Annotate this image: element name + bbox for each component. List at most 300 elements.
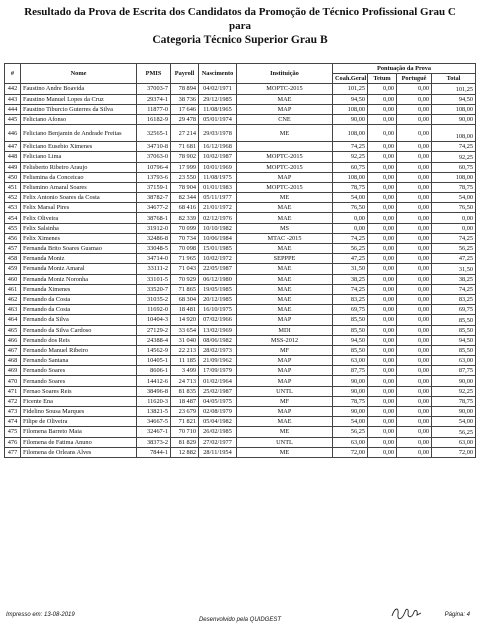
cell-coah-geral: 90,00 [333,114,368,124]
cell-pmis: 37063-0 [137,152,171,162]
cell-payroll: 70 710 [171,427,199,437]
cell-num: 450 [5,172,21,182]
table-row [5,325,476,335]
cell-payroll: 12 882 [171,447,199,457]
cell-portugues: 0,00 [397,172,432,182]
cell-nascimento: 16/10/1975 [199,305,237,315]
cell-tetum: 0,00 [368,172,397,182]
table-row [5,223,476,233]
cell-portugues: 0,00 [397,125,432,142]
cell-coah-geral: 90,00 [333,376,368,386]
cell-coah-geral: 85,50 [333,345,368,355]
cell-payroll: 68 304 [171,294,199,304]
cell-payroll: 3 499 [171,366,199,376]
cell-total: 74,25 [432,233,476,243]
cell-total: 63,00 [432,437,476,447]
cell-payroll: 70 098 [171,244,199,254]
cell-payroll: 70 734 [171,233,199,243]
cell-num: 475 [5,427,21,437]
col-header-coah-geral: Coah.Geral [333,74,368,84]
cell-portugues: 0,00 [397,356,432,366]
table-row [5,396,476,406]
cell-portugues: 0,00 [397,437,432,447]
cell-num: 462 [5,294,21,304]
cell-payroll: 78 902 [171,152,199,162]
cell-nome: Filomena Barreto Maia [21,427,137,437]
cell-nascimento: 15/01/1985 [199,244,237,254]
cell-coah-geral: 85,50 [333,325,368,335]
cell-payroll: 71 043 [171,264,199,274]
cell-coah-geral: 31,50 [333,264,368,274]
table-row [5,84,476,94]
cell-portugues: 0,00 [397,114,432,124]
cell-payroll: 70 099 [171,223,199,233]
cell-total: 47,25 [432,254,476,264]
cell-nascimento: 28/11/1954 [199,447,237,457]
cell-tetum: 0,00 [368,162,397,172]
table-row [5,94,476,104]
document-subtitle: Categoria Técnico Superior Grau B [152,34,328,46]
cell-total: 78,75 [432,182,476,192]
cell-nascimento: 05/04/1982 [199,417,237,427]
cell-nome: Fernando da Costa [21,305,137,315]
cell-payroll: 22 213 [171,345,199,355]
cell-instituicao: MAP [237,407,333,417]
cell-nascimento: 05/11/1977 [199,193,237,203]
cell-tetum: 0,00 [368,335,397,345]
cell-nome: Feliciano Eusebio Ximenes [21,142,137,152]
cell-tetum: 0,00 [368,417,397,427]
cell-instituicao: SEPPPE [237,254,333,264]
cell-tetum: 0,00 [368,294,397,304]
cell-nascimento: 10/02/1972 [199,254,237,264]
cell-num: 473 [5,407,21,417]
cell-nascimento: 21/09/1962 [199,356,237,366]
cell-pmis: 33111-2 [137,264,171,274]
cell-total: 92,25 [432,152,476,162]
cell-nascimento: 29/12/1985 [199,94,237,104]
cell-nome: Filomena de Fatima Anuno [21,437,137,447]
cell-instituicao: MAP [237,315,333,325]
table-row [5,294,476,304]
cell-nascimento: 21/01/1972 [199,203,237,213]
cell-coah-geral: 74,25 [333,284,368,294]
cell-nome: Feliciano Afonso [21,114,137,124]
cell-nascimento: 01/01/1983 [199,182,237,192]
cell-total: 72,00 [432,447,476,457]
cell-payroll: 27 214 [171,125,199,142]
cell-pmis: 38768-1 [137,213,171,223]
col-header-portugues: Portuguê [397,74,432,84]
cell-nascimento: 26/02/1985 [199,427,237,437]
cell-total: 76,50 [432,203,476,213]
cell-payroll: 78 904 [171,182,199,192]
cell-tetum: 0,00 [368,84,397,94]
cell-total: 108,00 [432,172,476,182]
cell-coah-geral: 74,25 [333,233,368,243]
cell-total: 38,25 [432,274,476,284]
cell-portugues: 0,00 [397,142,432,152]
table-row [5,233,476,243]
cell-nascimento: 11/08/1965 [199,104,237,114]
cell-coah-geral: 90,00 [333,407,368,417]
cell-num: 442 [5,84,21,94]
cell-total: 69,75 [432,305,476,315]
cell-nome: Filipe de Oliveira [21,417,137,427]
table-row [5,213,476,223]
cell-nome: Fernanda Moniz Noronha [21,274,137,284]
cell-nome: Faustino Tiburcio Guterres da Silva [21,104,137,114]
cell-nascimento: 08/06/1982 [199,335,237,345]
cell-instituicao: UNTL [237,437,333,447]
cell-coah-geral: 56,25 [333,427,368,437]
cell-nascimento: 07/02/1966 [199,315,237,325]
cell-payroll: 71 865 [171,284,199,294]
cell-payroll: 81 829 [171,437,199,447]
cell-pmis: 38496-8 [137,386,171,396]
cell-pmis: 14412-6 [137,376,171,386]
cell-nascimento: 29/03/1978 [199,125,237,142]
table-row [5,376,476,386]
cell-instituicao: MOPTC-2015 [237,182,333,192]
cell-pmis: 38373-2 [137,437,171,447]
table-row [5,407,476,417]
cell-payroll: 82 344 [171,193,199,203]
cell-payroll: 70 929 [171,274,199,284]
cell-instituicao [237,142,333,152]
table-row [5,386,476,396]
cell-coah-geral: 78,75 [333,396,368,406]
page-number: Página: 4 [444,612,470,618]
cell-total: 108,00 [432,125,476,142]
cell-tetum: 0,00 [368,386,397,396]
cell-nome: Fernando da Silva [21,315,137,325]
col-header-nascimento: Nascimento [199,64,237,84]
cell-instituicao: MAE [237,417,333,427]
cell-payroll: 33 654 [171,325,199,335]
cell-tetum: 0,00 [368,315,397,325]
cell-coah-geral: 108,00 [333,104,368,114]
cell-tetum: 0,00 [368,94,397,104]
cell-instituicao: MS [237,223,333,233]
cell-num: 461 [5,284,21,294]
cell-total: 85,50 [432,325,476,335]
cell-instituicao: MAE [237,203,333,213]
cell-instituicao: MAE [237,294,333,304]
col-header-payroll: Payroll [171,64,199,84]
cell-portugues: 0,00 [397,254,432,264]
cell-coah-geral: 101,25 [333,84,368,94]
table-row [5,125,476,142]
cell-tetum: 0,00 [368,356,397,366]
cell-nascimento: 04/02/1971 [199,84,237,94]
cell-pmis: 29374-1 [137,94,171,104]
table-row [5,427,476,437]
cell-tetum: 0,00 [368,305,397,315]
cell-tetum: 0,00 [368,233,397,243]
cell-total: 56,25 [432,244,476,254]
cell-portugues: 0,00 [397,315,432,325]
cell-instituicao: MAE [237,94,333,104]
cell-num: 476 [5,437,21,447]
cell-payroll: 17 646 [171,104,199,114]
cell-nome: Fernanda Ximenes [21,284,137,294]
cell-tetum: 0,00 [368,264,397,274]
cell-tetum: 0,00 [368,274,397,284]
cell-pmis: 10404-3 [137,315,171,325]
cell-payroll: 82 339 [171,213,199,223]
cell-tetum: 0,00 [368,125,397,142]
cell-instituicao: MAP [237,356,333,366]
cell-coah-geral: 87,75 [333,366,368,376]
cell-portugues: 0,00 [397,182,432,192]
cell-nascimento: 22/05/1987 [199,264,237,274]
cell-instituicao: MOPTC-2015 [237,84,333,94]
cell-coah-geral: 92,25 [333,152,368,162]
cell-tetum: 0,00 [368,213,397,223]
cell-nascimento: 02/12/1976 [199,213,237,223]
table-row [5,182,476,192]
table-row [5,172,476,182]
cell-instituicao: ME [237,125,333,142]
cell-nome: Fernando da Costa [21,294,137,304]
table-row [5,264,476,274]
cell-tetum: 0,00 [368,345,397,355]
cell-instituicao: MAE [237,264,333,274]
cell-payroll: 23 679 [171,407,199,417]
cell-num: 477 [5,447,21,457]
cell-total: 74,25 [432,284,476,294]
cell-instituicao: MF [237,345,333,355]
cell-pmis: 7844-1 [137,447,171,457]
cell-total: 54,00 [432,417,476,427]
cell-coah-geral: 85,50 [333,315,368,325]
cell-instituicao: MAE [237,305,333,315]
cell-num: 470 [5,376,21,386]
cell-tetum: 0,00 [368,447,397,457]
cell-coah-geral: 78,75 [333,182,368,192]
table-row [5,274,476,284]
cell-instituicao: MDI [237,325,333,335]
cell-total: 0,00 [432,213,476,223]
cell-portugues: 0,00 [397,294,432,304]
table-row [5,305,476,315]
cell-nascimento: 27/02/1977 [199,437,237,447]
cell-nome: Fernanda Moniz [21,254,137,264]
cell-pmis: 34677-2 [137,203,171,213]
cell-pmis: 38782-7 [137,193,171,203]
cell-num: 467 [5,345,21,355]
cell-num: 455 [5,223,21,233]
cell-nome: Faustino Andre Boavida [21,84,137,94]
cell-instituicao: ME [237,447,333,457]
cell-pmis: 34714-0 [137,254,171,264]
cell-num: 459 [5,264,21,274]
cell-instituicao: MAP [237,366,333,376]
cell-coah-geral: 83,25 [333,294,368,304]
cell-portugues: 0,00 [397,244,432,254]
cell-portugues: 0,00 [397,284,432,294]
print-date: Impresso em: 13-08-2019 [6,612,75,618]
cell-nome: Fernando dos Reis [21,335,137,345]
cell-portugues: 0,00 [397,152,432,162]
cell-tetum: 0,00 [368,407,397,417]
cell-coah-geral: 38,25 [333,274,368,284]
cell-nascimento: 28/02/1973 [199,345,237,355]
cell-instituicao: CNE [237,114,333,124]
cell-nascimento: 13/02/1969 [199,325,237,335]
cell-total: 56,25 [432,427,476,437]
cell-num: 456 [5,233,21,243]
cell-coah-geral: 63,00 [333,356,368,366]
developer-credit: Desenvolvido pela QUIDGEST [198,617,282,623]
cell-tetum: 0,00 [368,427,397,437]
cell-total: 90,00 [432,114,476,124]
cell-portugues: 0,00 [397,223,432,233]
cell-portugues: 0,00 [397,193,432,203]
cell-num: 464 [5,315,21,325]
cell-coah-geral: 54,00 [333,193,368,203]
cell-pmis: 11620-3 [137,396,171,406]
cell-portugues: 0,00 [397,94,432,104]
cell-nome: Felismina da Conceicao [21,172,137,182]
cell-portugues: 0,00 [397,325,432,335]
table-row [5,284,476,294]
cell-nome: Filomena de Orleans Alves [21,447,137,457]
cell-pmis: 37159-1 [137,182,171,192]
table-row [5,193,476,203]
col-header-nome: Nome [21,64,137,84]
cell-total: 94,50 [432,94,476,104]
cell-nome: Felisberto Ribeiro Araujo [21,162,137,172]
table-row [5,366,476,376]
cell-payroll: 78 894 [171,84,199,94]
cell-nome: Faustino Manuel Lopes da Cruz [21,94,137,104]
cell-instituicao: UNTL [237,386,333,396]
cell-num: 472 [5,396,21,406]
cell-num: 460 [5,274,21,284]
cell-pmis: 33520-7 [137,284,171,294]
cell-coah-geral: 0,00 [333,223,368,233]
cell-nome: Fernando Santana [21,356,137,366]
cell-num: 444 [5,104,21,114]
cell-nascimento: 04/05/1975 [199,396,237,406]
cell-payroll: 68 416 [171,203,199,213]
cell-portugues: 0,00 [397,104,432,114]
cell-pmis: 34710-8 [137,142,171,152]
cell-nome: Ficente Ena [21,396,137,406]
table-row [5,345,476,355]
col-header-pontuacao: Pontuação da Prova [333,64,476,74]
cell-num: 466 [5,335,21,345]
cell-payroll: 18 481 [171,305,199,315]
cell-tetum: 0,00 [368,284,397,294]
cell-instituicao: ME [237,427,333,437]
cell-portugues: 0,00 [397,366,432,376]
cell-num: 465 [5,325,21,335]
cell-pmis: 37003-7 [137,84,171,94]
cell-payroll: 71 821 [171,417,199,427]
cell-num: 463 [5,305,21,315]
cell-payroll: 81 835 [171,386,199,396]
cell-num: 449 [5,162,21,172]
cell-portugues: 0,00 [397,203,432,213]
cell-num: 454 [5,213,21,223]
cell-coah-geral: 72,00 [333,447,368,457]
cell-nome: Fernanda Brito Soares Gusmao [21,244,137,254]
cell-portugues: 0,00 [397,386,432,396]
cell-portugues: 0,00 [397,305,432,315]
cell-nome: Felix Marsal Pires [21,203,137,213]
cell-total: 0,00 [432,223,476,233]
cell-payroll: 17 999 [171,162,199,172]
cell-instituicao: MSS-2012 [237,335,333,345]
cell-instituicao: MAP [237,104,333,114]
cell-pmis: 33048-5 [137,244,171,254]
cell-nascimento: 01/02/1964 [199,376,237,386]
cell-pmis: 8606-1 [137,366,171,376]
cell-instituicao: MAP [237,172,333,182]
cell-num: 471 [5,386,21,396]
cell-payroll: 24 713 [171,376,199,386]
cell-tetum: 0,00 [368,396,397,406]
cell-portugues: 0,00 [397,407,432,417]
cell-nascimento: 25/02/1987 [199,386,237,396]
col-header-tetum: Tetum [368,74,397,84]
cell-num: 448 [5,152,21,162]
cell-payroll: 18 487 [171,396,199,406]
cell-coah-geral: 108,00 [333,125,368,142]
cell-coah-geral: 47,25 [333,254,368,264]
cell-nome: Fernando Soares [21,366,137,376]
cell-instituicao: MAE [237,213,333,223]
cell-tetum: 0,00 [368,104,397,114]
cell-portugues: 0,00 [397,264,432,274]
cell-payroll: 11 185 [171,356,199,366]
cell-instituicao: MOPTC-2015 [237,152,333,162]
cell-pmis: 10405-1 [137,356,171,366]
cell-instituicao: MAE [237,274,333,284]
cell-instituicao: MAE [237,244,333,254]
document-title-connector: para [229,20,251,32]
table-row [5,162,476,172]
table-row [5,203,476,213]
cell-tetum: 0,00 [368,114,397,124]
cell-instituicao: MF [237,396,333,406]
cell-pmis: 10796-4 [137,162,171,172]
cell-tetum: 0,00 [368,152,397,162]
cell-nascimento: 11/08/1975 [199,172,237,182]
cell-coah-geral: 94,50 [333,94,368,104]
cell-instituicao: MOPTC-2015 [237,162,333,172]
cell-portugues: 0,00 [397,417,432,427]
cell-nascimento: 02/08/1979 [199,407,237,417]
cell-nascimento: 10/06/1984 [199,233,237,243]
cell-instituicao: ME [237,193,333,203]
cell-total: 85,50 [432,345,476,355]
cell-nascimento: 17/09/1979 [199,366,237,376]
cell-pmis: 27129-2 [137,325,171,335]
cell-tetum: 0,00 [368,437,397,447]
table-row [5,315,476,325]
cell-pmis: 32467-1 [137,427,171,437]
cell-nome: Felix Antonio Soares da Costa [21,193,137,203]
cell-total: 90,00 [432,407,476,417]
table-row [5,142,476,152]
table-row [5,104,476,114]
table-row [5,417,476,427]
cell-coah-geral: 56,25 [333,244,368,254]
